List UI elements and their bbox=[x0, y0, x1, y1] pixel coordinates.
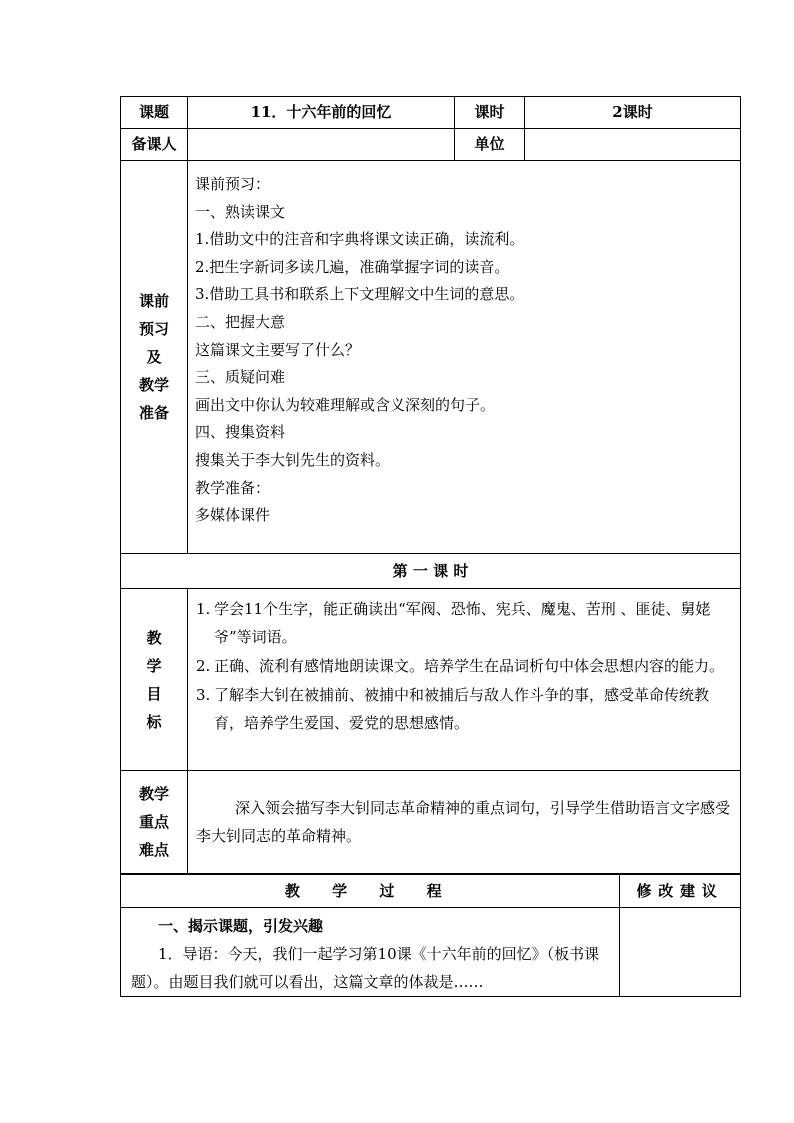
goal-number: 1. bbox=[196, 600, 211, 618]
focus-label-line: 重点 bbox=[138, 813, 169, 831]
unit-label: 单位 bbox=[455, 129, 525, 161]
prep-label bbox=[121, 161, 188, 554]
focus-label-line: 难点 bbox=[138, 841, 169, 859]
process-content-row bbox=[121, 908, 741, 997]
unit-value bbox=[525, 129, 741, 161]
lesson-title: 第 一 课 时 bbox=[121, 554, 741, 589]
prep-label-line: 教学 bbox=[138, 376, 169, 394]
prep-content bbox=[188, 161, 741, 554]
suggest-header: 修改建议 bbox=[620, 875, 741, 908]
prep-line: 画出文中你认为较难理解或含义深刻的句子。 bbox=[195, 395, 496, 414]
process-table bbox=[120, 874, 741, 997]
prep-label-line: 及 bbox=[146, 348, 162, 366]
prep-line: 1.借助文中的注音和字典将课文读正确，读流利。 bbox=[195, 230, 525, 249]
process-section-title: 一、揭示课题，引发兴趣 bbox=[158, 917, 324, 935]
goal-item bbox=[196, 595, 734, 651]
prep-line: 搜集关于李大钊先生的资料。 bbox=[195, 450, 391, 469]
prep-line: 教学准备： bbox=[195, 478, 271, 497]
goals-label-line: 学 bbox=[146, 656, 162, 675]
suggest-cell bbox=[620, 908, 741, 997]
goal-number: 3. bbox=[196, 686, 211, 704]
process-paragraph: 1．导语：今天，我们一起学习第10课《十六年前的回忆》（板书课题）。由题目我们就可以看出，这篇文章的体裁是…… bbox=[131, 945, 600, 991]
focus-text: 深入领会描写李大钊同志革命精神的重点词句，引导学生借助语言文字感受李大钊同志的革命精神。 bbox=[188, 771, 741, 874]
goals-row bbox=[121, 589, 741, 771]
goals-label-line: 标 bbox=[146, 712, 162, 731]
goal-number: 2. bbox=[196, 657, 211, 675]
process-content bbox=[121, 908, 620, 997]
preparer-label: 备课人 bbox=[121, 129, 188, 161]
goals-label bbox=[121, 589, 188, 771]
goals-label-line: 教 bbox=[146, 628, 162, 647]
process-header-row bbox=[121, 875, 741, 908]
topic-value: 11．十六年前的回忆 bbox=[188, 97, 455, 129]
goal-text: 正确、流利有感情地朗读课文。培养学生在品词析句中体会思想内容的能力。 bbox=[214, 657, 725, 675]
focus-label-line: 教学 bbox=[138, 785, 169, 803]
goal-item bbox=[196, 652, 734, 680]
prep-row bbox=[121, 161, 741, 554]
lesson-plan-table bbox=[120, 96, 741, 874]
prep-line: 一、熟读课文 bbox=[195, 202, 286, 221]
hours-label: 课时 bbox=[455, 97, 525, 129]
preparer-value bbox=[188, 129, 455, 161]
goals-label-line: 目 bbox=[146, 684, 162, 703]
prep-line: 四、搜集资料 bbox=[195, 423, 286, 442]
focus-label bbox=[121, 771, 188, 874]
prep-line: 这篇课文主要写了什么？ bbox=[195, 340, 361, 359]
prep-line: 2.把生字新词多读几遍，准确掌握字词的读音。 bbox=[195, 257, 510, 276]
topic-label: 课题 bbox=[121, 97, 188, 129]
hours-value: 2课时 bbox=[525, 97, 741, 129]
goals-content bbox=[188, 589, 741, 771]
prep-line: 三、质疑问难 bbox=[195, 368, 286, 387]
header-row-topic bbox=[121, 97, 741, 129]
goal-text: 了解李大钊在被捕前、被捕中和被捕后与敌人作斗争的事，感受革命传统教育，培养学生爱国、爱党的思想感情。 bbox=[214, 686, 710, 732]
focus-row bbox=[121, 771, 741, 874]
lesson-title-row bbox=[121, 554, 741, 589]
prep-line: 课前预习： bbox=[195, 175, 271, 193]
prep-label-line: 准备 bbox=[138, 404, 169, 422]
goal-text: 学会11个生字，能正确读出“军阀、恐怖、宪兵、魔鬼、苦刑 、匪徒、舅姥爷”等词语。 bbox=[214, 600, 711, 646]
header-row-preparer bbox=[121, 129, 741, 161]
prep-line: 3.借助工具书和联系上下文理解文中生词的意思。 bbox=[195, 285, 525, 304]
process-header: 教 学 过 程 bbox=[121, 875, 620, 908]
goal-item bbox=[196, 681, 734, 737]
prep-line: 二、把握大意 bbox=[195, 312, 286, 331]
prep-line: 多媒体课件 bbox=[195, 506, 271, 525]
prep-label-line: 预习 bbox=[138, 320, 169, 338]
prep-label-line: 课前 bbox=[138, 292, 169, 310]
